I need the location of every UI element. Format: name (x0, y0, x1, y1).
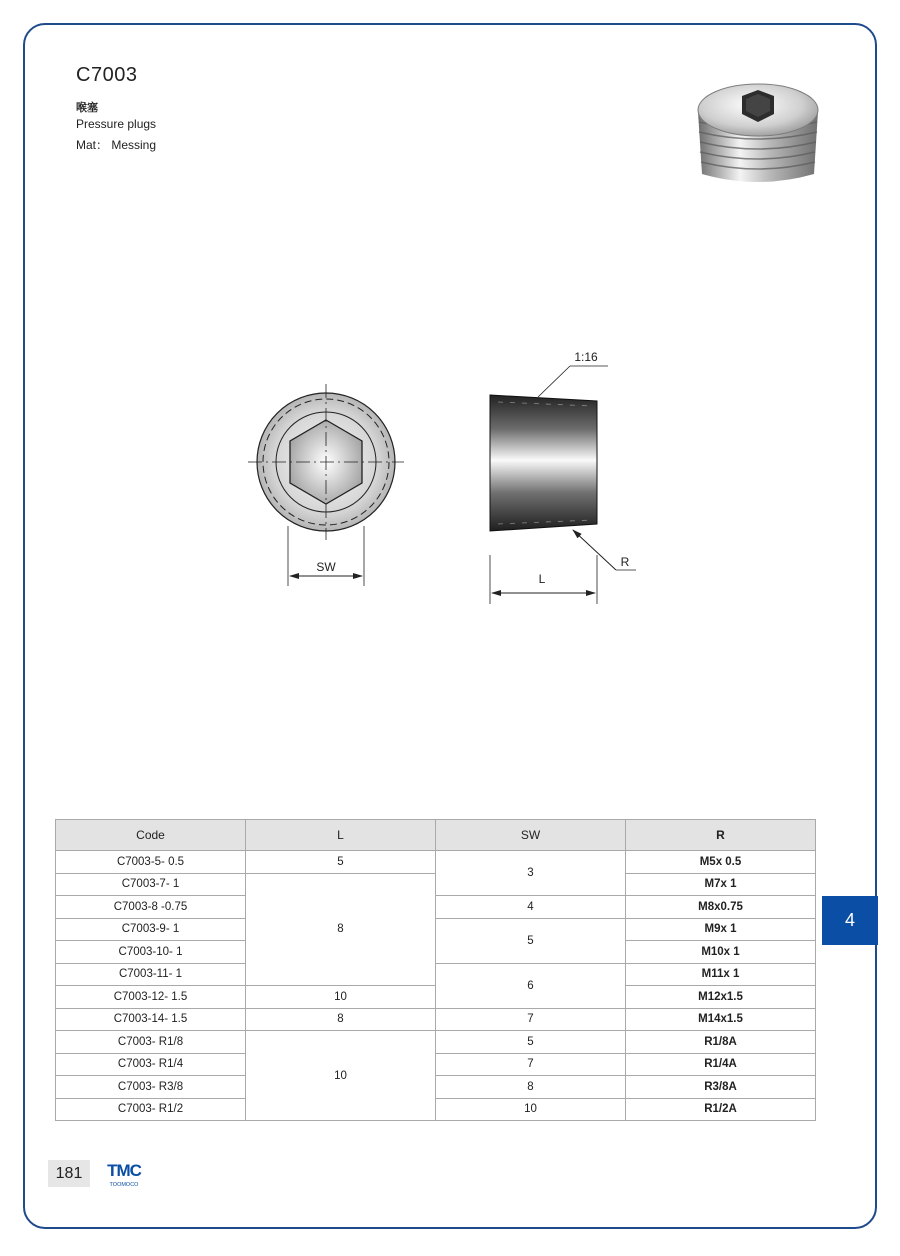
material-label: Mat： Messing (76, 138, 157, 152)
r-cell: R1/4A (626, 1053, 816, 1076)
sw-cell: 4 (436, 896, 626, 919)
r-cell: M9x 1 (626, 918, 816, 941)
r-cell: M8x0.75 (626, 896, 816, 919)
table-row (56, 896, 816, 919)
l-cell: 10 (246, 986, 436, 1009)
code-cell: C7003-8 -0.75 (56, 896, 246, 919)
column-header-r: R (626, 820, 816, 851)
l-cell: 10 (246, 1031, 436, 1121)
code-cell: C7003- R1/4 (56, 1053, 246, 1076)
product-name-chinese: 喉塞 (76, 101, 98, 114)
code-cell: C7003- R1/2 (56, 1098, 246, 1121)
sw-dimension-label: SW (316, 560, 336, 574)
code-cell: C7003-5- 0.5 (56, 851, 246, 874)
technical-drawing (240, 340, 660, 620)
sw-cell: 3 (436, 851, 626, 896)
sw-cell: 5 (436, 918, 626, 963)
tmc-logo (100, 1159, 148, 1189)
section-tab: 4 (822, 896, 878, 945)
table-header-row (56, 820, 816, 851)
sw-cell: 8 (436, 1076, 626, 1099)
end-view (248, 384, 404, 586)
taper-ratio-label: 1:16 (574, 350, 598, 364)
code-cell: C7003-11- 1 (56, 963, 246, 986)
sw-cell: 6 (436, 963, 626, 1008)
l-cell: 8 (246, 873, 436, 986)
column-header-l: L (246, 820, 436, 851)
side-view (490, 350, 636, 604)
table-row (56, 918, 816, 941)
sw-cell: 10 (436, 1098, 626, 1121)
logo-text: TMC (107, 1161, 141, 1180)
r-cell: R1/2A (626, 1098, 816, 1121)
table-row (56, 1008, 816, 1031)
code-cell: C7003-12- 1.5 (56, 986, 246, 1009)
product-name-english: Pressure plugs (76, 117, 157, 131)
code-cell: C7003- R3/8 (56, 1076, 246, 1099)
r-cell: M14x1.5 (626, 1008, 816, 1031)
column-header-code: Code (56, 820, 246, 851)
table-row (56, 1053, 816, 1076)
table-row (56, 1076, 816, 1099)
table-row (56, 1031, 816, 1054)
specification-table (55, 819, 816, 1121)
r-cell: R3/8A (626, 1076, 816, 1099)
product-photo (690, 72, 826, 200)
code-cell: C7003-10- 1 (56, 941, 246, 964)
sw-cell: 5 (436, 1031, 626, 1054)
code-cell: C7003-9- 1 (56, 918, 246, 941)
l-dimension-label: L (538, 572, 546, 586)
table-row (56, 963, 816, 986)
page-number: 181 (48, 1160, 90, 1187)
r-cell: M10x 1 (626, 941, 816, 964)
r-dimension-label: R (620, 555, 630, 569)
r-cell: M12x1.5 (626, 986, 816, 1009)
column-header-sw: SW (436, 820, 626, 851)
product-code-title: C7003 (76, 64, 138, 86)
sw-cell: 7 (436, 1008, 626, 1031)
r-cell: M5x 0.5 (626, 851, 816, 874)
code-cell: C7003-7- 1 (56, 873, 246, 896)
r-cell: M11x 1 (626, 963, 816, 986)
l-cell: 5 (246, 851, 436, 874)
table-row (56, 1098, 816, 1121)
r-cell: M7x 1 (626, 873, 816, 896)
table-row (56, 851, 816, 874)
l-cell: 8 (246, 1008, 436, 1031)
code-cell: C7003-14- 1.5 (56, 1008, 246, 1031)
sw-cell: 7 (436, 1053, 626, 1076)
logo-subtext: TOOMOCO (109, 1182, 139, 1188)
r-cell: R1/8A (626, 1031, 816, 1054)
code-cell: C7003- R1/8 (56, 1031, 246, 1054)
